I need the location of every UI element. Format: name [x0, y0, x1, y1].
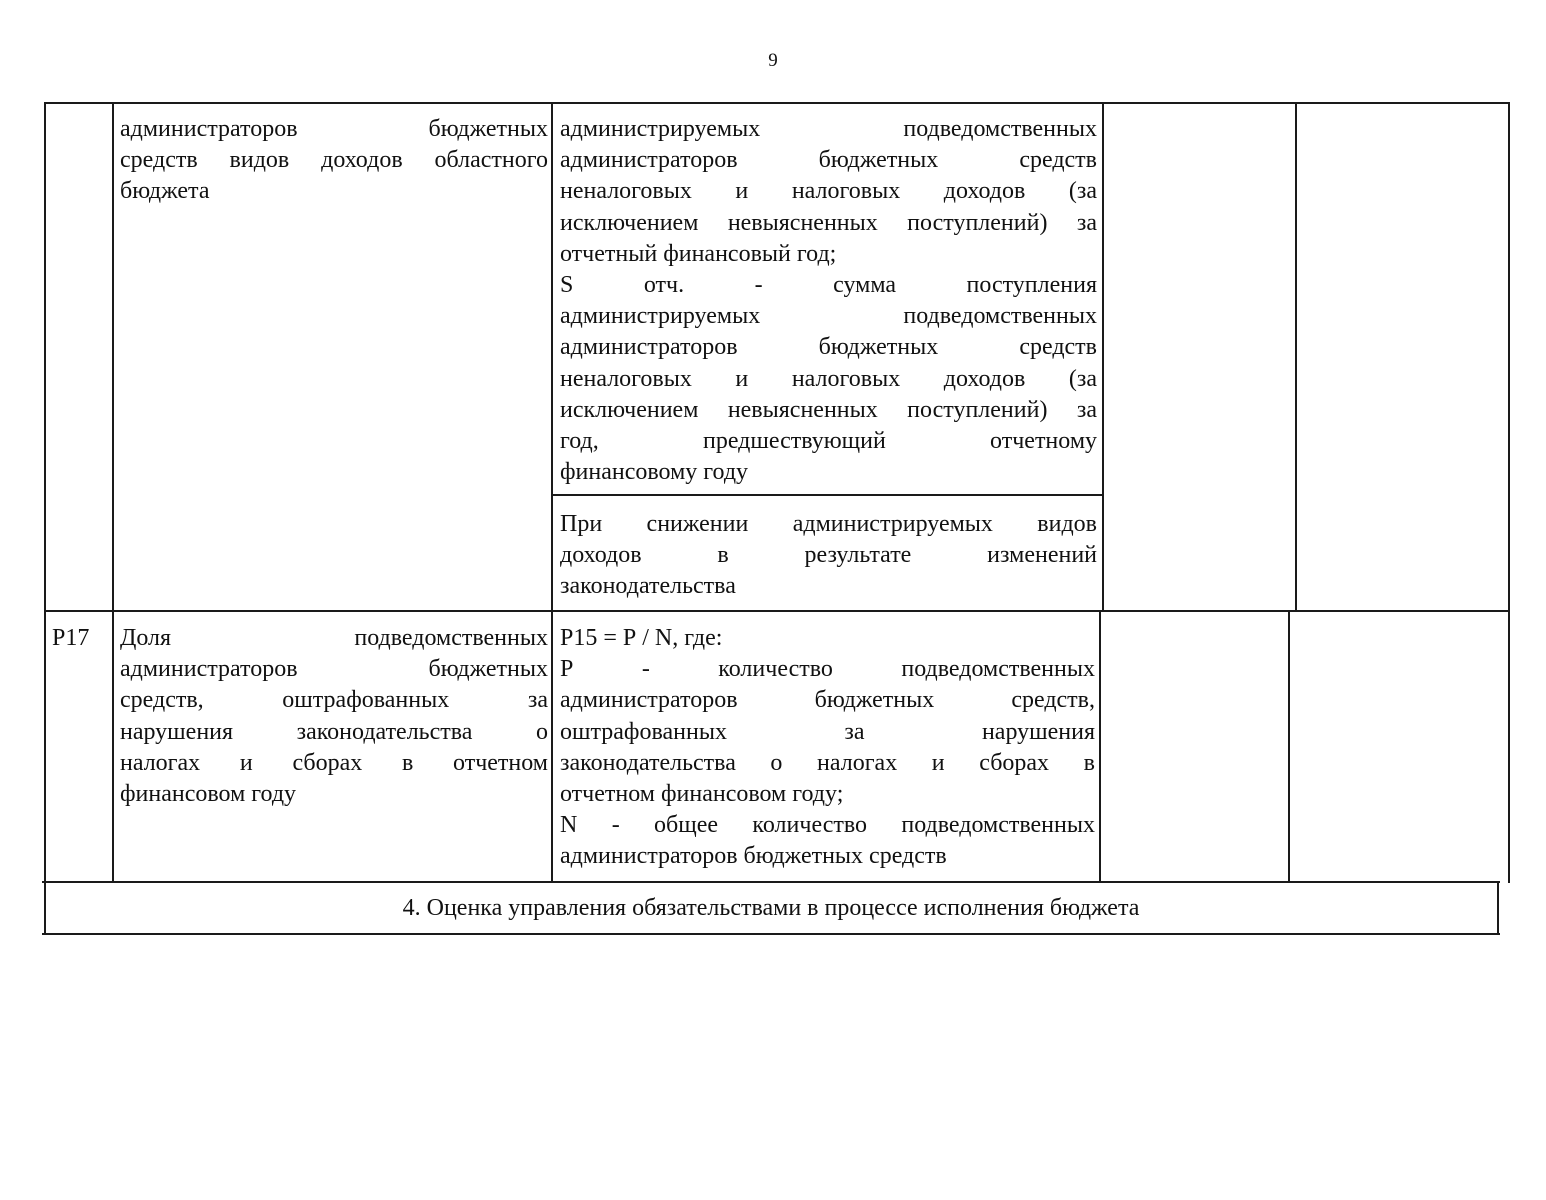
- row1-formula-line: S отч. - сумма поступления: [560, 272, 1097, 299]
- row1-name-cell: [120, 114, 548, 208]
- row2-name-line: налогах и сборах в отчетном: [120, 749, 548, 776]
- row2-formula-line: Р15 = Р / N, где:: [560, 625, 723, 651]
- row1-note-line: доходов в результате изменений: [560, 542, 1097, 569]
- row2-code-cell: [52, 623, 107, 654]
- row-divider: [46, 610, 1510, 612]
- row2-formula-line: отчетном финансовом году;: [560, 781, 844, 808]
- section-title: 4. Оценка управления обязательствами в процессе исполнения бюджета: [402, 895, 1140, 921]
- row2-name-line: администраторов бюджетных: [120, 656, 548, 683]
- row2-formula-line: администраторов бюджетных средств: [560, 843, 947, 870]
- row2-name-line: финансовом году: [120, 781, 297, 808]
- row1-formula-line: год, предшествующий отчетному: [560, 428, 1097, 455]
- row1-formula-line: администрируемых подведомственных: [560, 116, 1097, 142]
- row1-formula-line: неналоговых и налоговых доходов (за: [560, 365, 1097, 392]
- row1-name-line: администраторов бюджетных: [120, 116, 548, 142]
- col-divider-4b: [1288, 611, 1290, 883]
- row2-name-cell: [120, 623, 548, 810]
- col-divider-1: [112, 102, 114, 883]
- row1-formula-cell: [560, 114, 1097, 488]
- row2-formula-line: администраторов бюджетных средств,: [560, 687, 1095, 714]
- row2-formula-line: N - общее количество подведомственных: [560, 812, 1095, 839]
- row1-name-line: средств видов доходов областного: [120, 147, 548, 174]
- row1-name-line: бюджета: [120, 178, 210, 205]
- row1-formula-line: администрируемых подведомственных: [560, 303, 1097, 330]
- table-left-border: [44, 102, 46, 935]
- col-divider-3b: [1099, 611, 1101, 883]
- row2-name-line: Доля подведомственных: [120, 625, 548, 651]
- row1-note-cell: [560, 509, 1097, 603]
- row1-formula-line: неналоговых и налоговых доходов (за: [560, 178, 1097, 205]
- row1-note-line: При снижении администрируемых видов: [560, 511, 1097, 537]
- row2-formula-cell: [560, 623, 1095, 873]
- section-bottom-border: [42, 933, 1500, 935]
- row1-formula-line: отчетный финансовый год;: [560, 240, 837, 267]
- row1-formula-line: исключением невыясненных поступлений) за: [560, 396, 1097, 423]
- table-right-border-upper: [1508, 102, 1510, 883]
- row1-formula-line: финансовому году: [560, 459, 749, 486]
- row2-formula-line: оштрафованных за нарушения: [560, 718, 1095, 745]
- col-divider-3: [1102, 102, 1104, 611]
- table-top-border: [46, 102, 1510, 104]
- page-number: 9: [768, 50, 778, 71]
- section-top-border: [42, 881, 1500, 883]
- row2-code: Р17: [52, 625, 90, 651]
- col-divider-2: [551, 102, 553, 883]
- row1-formula-line: исключением невыясненных поступлений) за: [560, 209, 1097, 236]
- row2-name-line: средств, оштрафованных за: [120, 687, 548, 714]
- formula-note-divider: [551, 494, 1103, 496]
- row1-note-line: законодательства: [560, 573, 736, 600]
- row2-name-line: нарушения законодательства о: [120, 718, 548, 745]
- col-divider-4: [1295, 102, 1297, 611]
- row2-formula-line: законодательства о налогах и сборах в: [560, 749, 1095, 776]
- row1-formula-line: администраторов бюджетных средств: [560, 334, 1097, 361]
- row2-formula-line: Р - количество подведомственных: [560, 656, 1095, 683]
- row1-formula-line: администраторов бюджетных средств: [560, 147, 1097, 174]
